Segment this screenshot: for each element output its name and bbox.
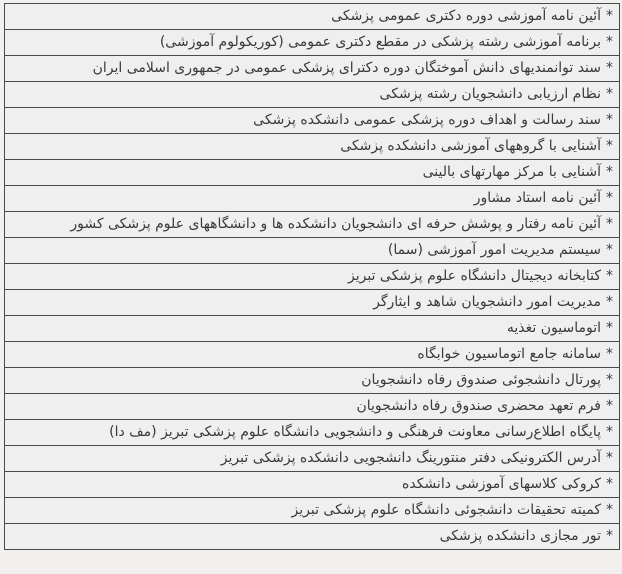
list-item-link[interactable]: آئین نامه رفتار و پوشش حرفه ای دانشجویان دانشکده ها و دانشگاههای علوم پزشکی کشور [70,216,601,232]
list-item-link[interactable]: نظام ارزیابی دانشجویان رشته پزشکی [379,86,601,102]
list-item [5,108,620,134]
list-item-link[interactable]: سامانه جامع اتوماسیون خوابگاه [417,346,601,362]
list-item-link[interactable]: سیستم مدیریت امور آموزشی (سما) [387,242,601,258]
list-item [5,498,620,524]
asterisk-bullet-icon: * [606,164,613,180]
asterisk-bullet-icon: * [606,112,613,128]
list-item [5,264,620,290]
asterisk-bullet-icon: * [606,528,613,544]
list-item-link[interactable]: پورتال دانشجوئی صندوق رفاه دانشجویان [361,372,601,388]
list-item-link[interactable]: آئین نامه استاد مشاور [473,190,601,206]
list-item [5,134,620,160]
list-item-link[interactable]: آشنایی با مرکز مهارتهای بالینی [422,164,601,180]
asterisk-bullet-icon: * [606,450,613,466]
list-item [5,394,620,420]
asterisk-bullet-icon: * [606,34,613,50]
list-item-link[interactable]: کتابخانه دیجیتال دانشگاه علوم پزشکی تبریز [347,268,601,284]
asterisk-bullet-icon: * [606,8,613,24]
list-item-link[interactable]: برنامه آموزشی رشته پزشکی در مقطع دکتری عمومی (کوریکولوم آموزشی) [159,34,601,50]
list-item-link[interactable]: اتوماسیون تغذیه [506,320,601,336]
asterisk-bullet-icon: * [606,398,613,414]
list-item [5,524,620,550]
list-item [5,82,620,108]
asterisk-bullet-icon: * [606,424,613,440]
asterisk-bullet-icon: * [606,476,613,492]
asterisk-bullet-icon: * [606,502,613,518]
asterisk-bullet-icon: * [606,60,613,76]
list-item [5,212,620,238]
page [0,3,622,574]
list-item [5,472,620,498]
asterisk-bullet-icon: * [606,346,613,362]
list-item [5,160,620,186]
asterisk-bullet-icon: * [606,268,613,284]
list-item-link[interactable]: آشنایی با گروههای آموزشی دانشکده پزشکی [340,138,601,154]
list-item-link[interactable]: کمیته تحقیقات دانشجوئی دانشگاه علوم پزشکی تبریز [291,502,601,518]
list-item [5,4,620,30]
list-item [5,368,620,394]
list-item-link[interactable]: سند توانمندیهای دانش آموختگان دوره دکترای پزشکی عمومی در جمهوری اسلامی ایران [92,60,601,76]
list-item-link[interactable]: کروکی کلاسهای آموزشی دانشکده [402,476,601,492]
list-item-link[interactable]: آدرس الکترونیکی دفتر منتورینگ دانشجویی دانشکده پزشکی تبریز [220,450,601,466]
list-item [5,56,620,82]
list-item-link[interactable]: پایگاه اطلاع‌رسانی معاونت فرهنگی و دانشجویی دانشگاه علوم پزشکی تبریز (مف دا) [109,424,601,440]
link-list-table [4,3,620,550]
asterisk-bullet-icon: * [606,216,613,232]
list-item [5,186,620,212]
list-item-link[interactable]: سند رسالت و اهداف دوره پزشکی عمومی دانشکده پزشکی [253,112,601,128]
list-item-link[interactable]: مدیریت امور دانشجویان شاهد و ایثارگر [373,294,601,310]
asterisk-bullet-icon: * [606,294,613,310]
asterisk-bullet-icon: * [606,138,613,154]
list-item [5,342,620,368]
list-item [5,238,620,264]
list-item-link[interactable]: تور مجازی دانشکده پزشکی [439,528,601,544]
list-item-link[interactable]: آئین نامه آموزشی دوره دکتری عمومی پزشکی [331,8,601,24]
asterisk-bullet-icon: * [606,190,613,206]
asterisk-bullet-icon: * [606,372,613,388]
asterisk-bullet-icon: * [606,86,613,102]
list-item [5,290,620,316]
list-item [5,420,620,446]
list-item [5,446,620,472]
asterisk-bullet-icon: * [606,242,613,258]
list-item-link[interactable]: فرم تعهد محضری صندوق رفاه دانشجویان [356,398,601,414]
list-item [5,316,620,342]
list-item [5,30,620,56]
asterisk-bullet-icon: * [606,320,613,336]
